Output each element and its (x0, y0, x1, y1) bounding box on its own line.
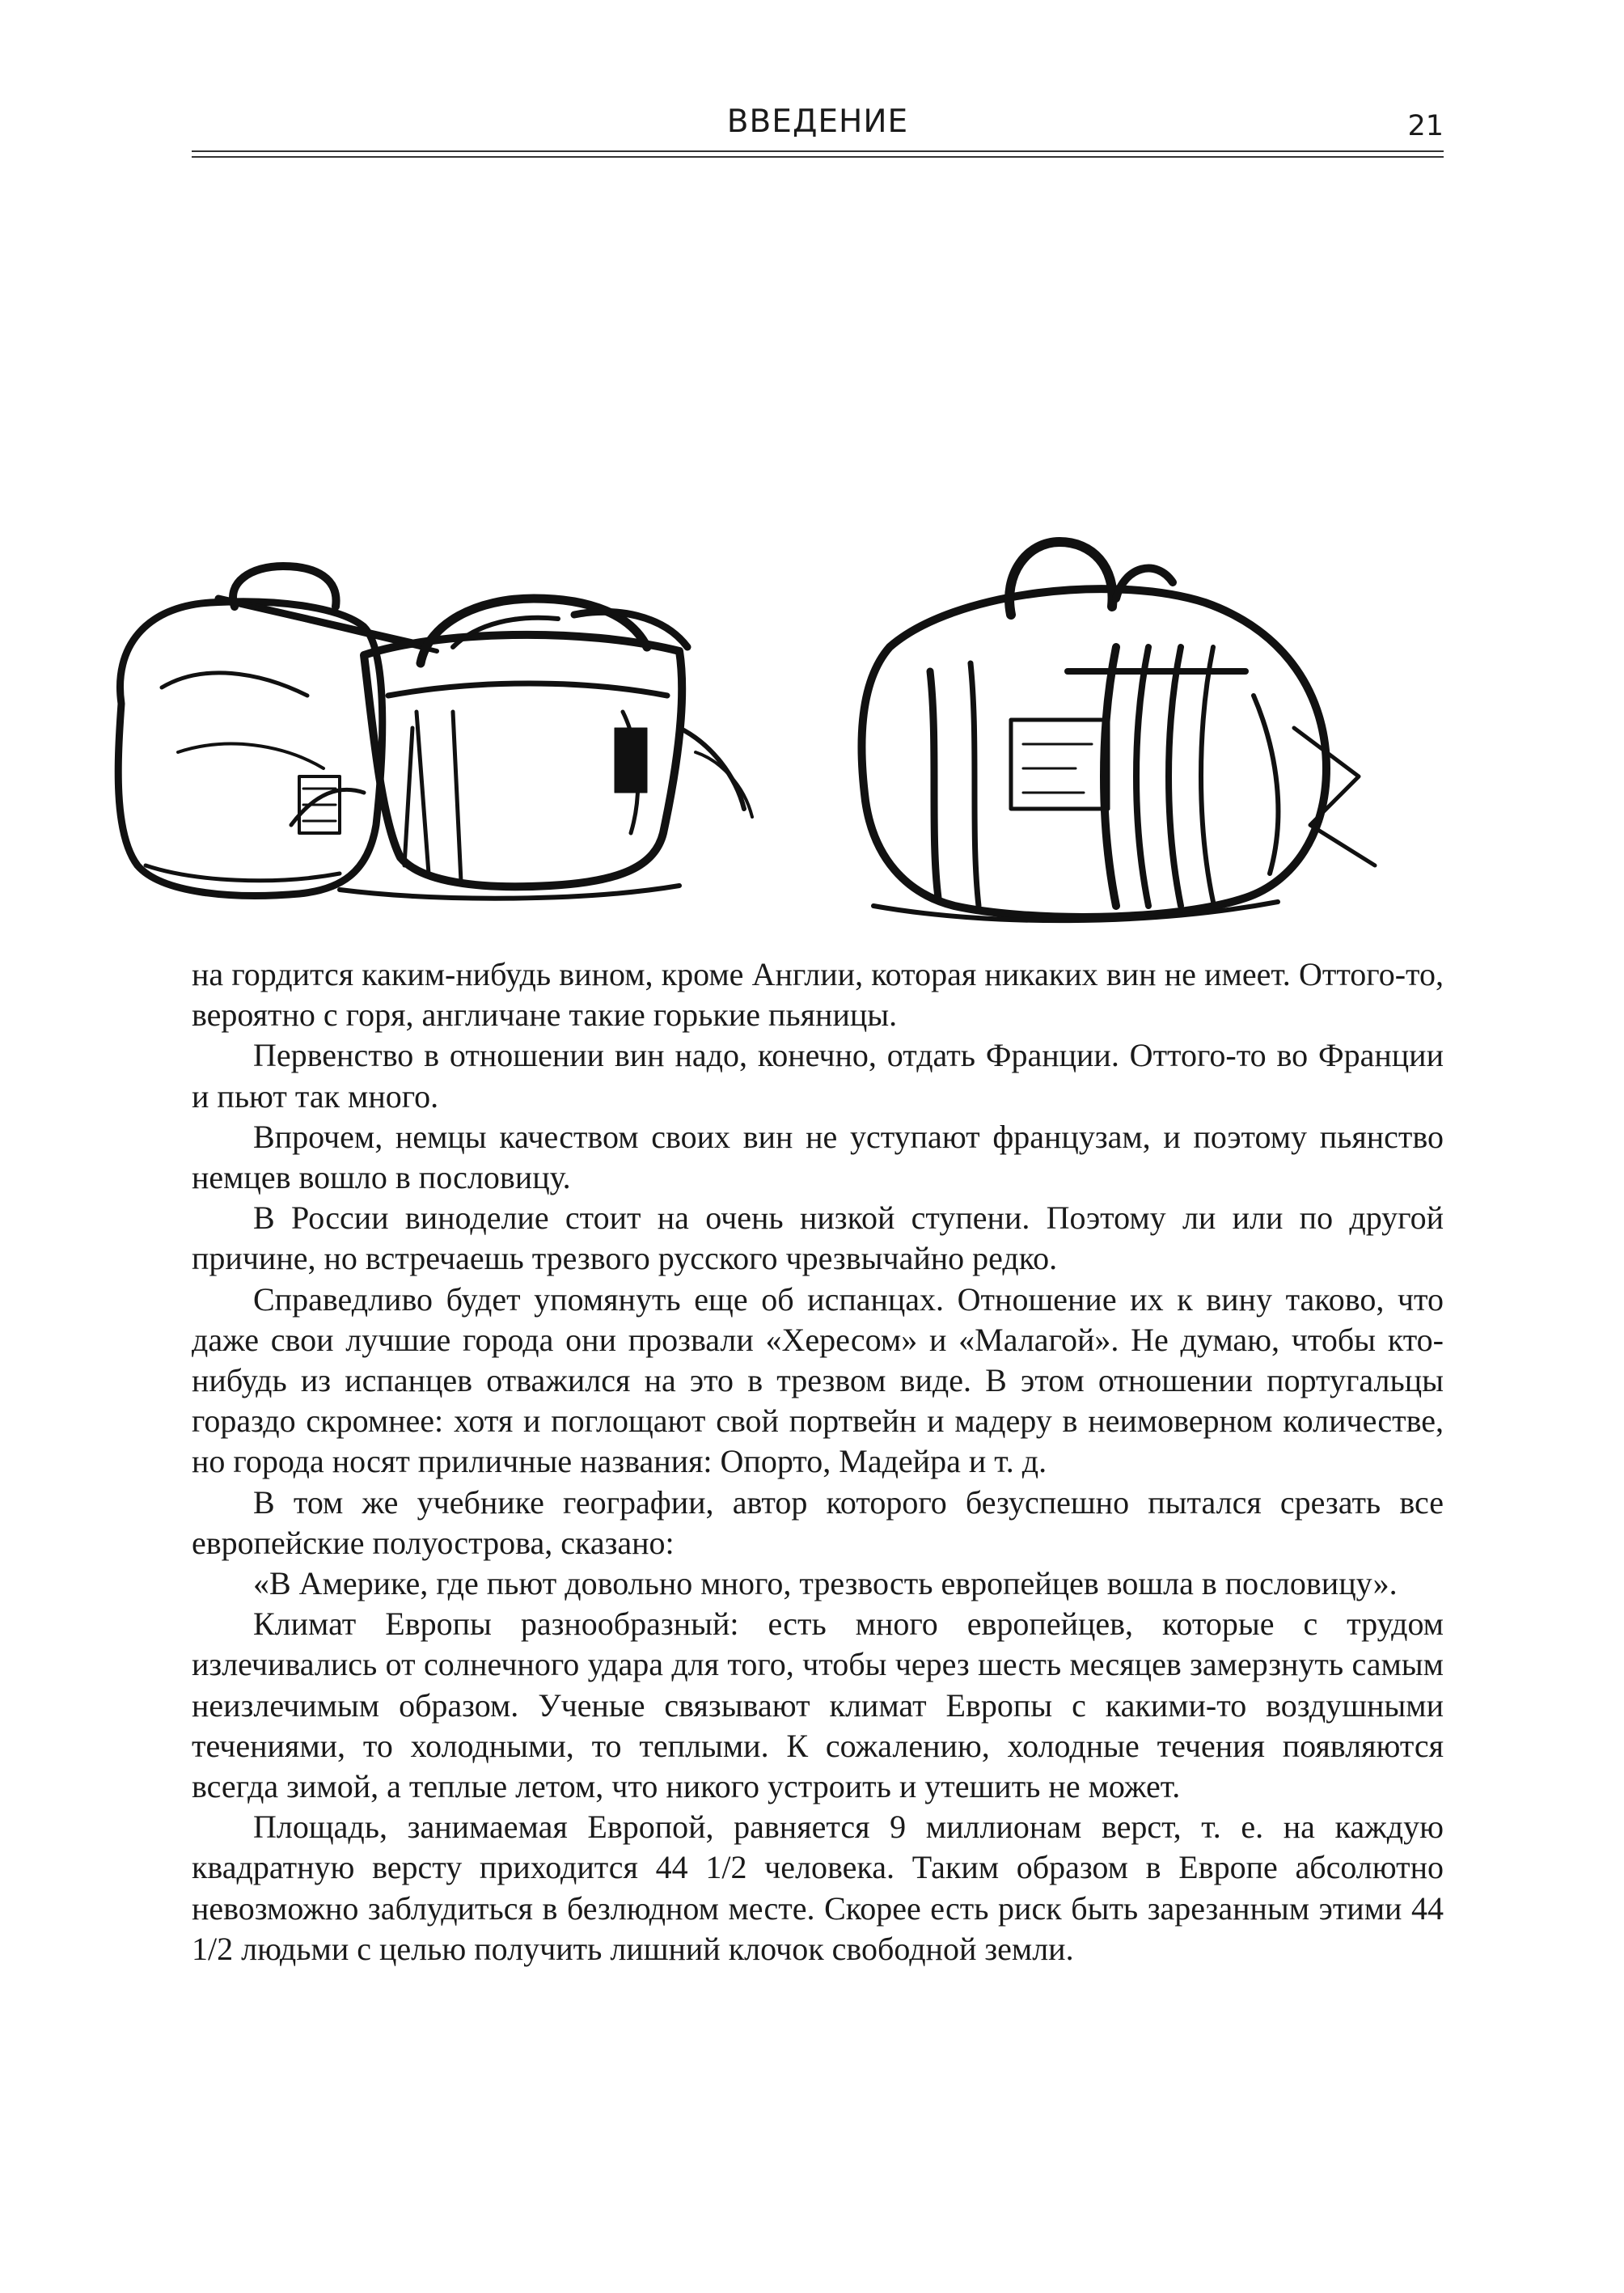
left-basket-bag (340, 599, 752, 899)
quote-paragraph: «В Америке, где пьют довольно много, трезвость европейцев вошла в пословицу». (253, 1565, 1398, 1602)
left-soft-bag (118, 566, 437, 895)
paragraph: Впрочем, немцы качеством своих вин не уступают французам, и поэтому пьянство немцев вошло в пословицу. (192, 1118, 1444, 1196)
paragraph: Справедливо будет упомянуть еще об испанцах. Отношение их к вину таково, что даже свои лучшие города они прозвали «Хересом» и «Малагой». Не думаю, чтобы кто-нибудь из испанцев отважился на это в трезвом виде. В этом отношении португальцы гораздо скромнее: хотя и поглощают свой портвейн и мадеру в неимоверном количестве, но города носят приличные названия: Опорто, Мадейра и т. д. (192, 1280, 1444, 1480)
header-rule-bottom (192, 156, 1444, 158)
right-backpack (861, 542, 1375, 920)
paragraph: Первенство в отношении вин надо, конечно, отдать Франции. Оттого-то во Франции и пьют так много. (192, 1037, 1444, 1115)
paragraph: Климат Европы разнообразный: есть много европейцев, которые с трудом излечивались от солнечного удара для того, чтобы через шесть месяцев замерзнуть самым неизлечимым образом. Ученые связывают климат Европы с какими-то воздушными течениями, то холодными, то теплыми. К сожалению, холодные течения появляются всегда зимой, а теплые летом, что никого устроить и утешить не может. (192, 1606, 1444, 1805)
body-text (192, 954, 1444, 1969)
page-number: 21 (1407, 110, 1444, 142)
paragraph: на гордится каким-нибудь вином, кроме Англии, которая никаких вин не имеет. Оттого-то, вероятно с горя, англичане такие горькие пьяницы. (192, 956, 1444, 1034)
header-rule-top (192, 150, 1444, 152)
running-title: ВВЕДЕНИЕ (726, 104, 909, 140)
bags-illustration (97, 485, 1488, 938)
paragraph: В России виноделие стоит на очень низкой ступени. Поэтому ли или по другой причине, но встречаешь трезвого русского чрезвычайно редко. (192, 1199, 1444, 1277)
paragraph: В том же учебнике географии, автор которого безуспешно пытался срезать все европейские полуострова, сказано: (192, 1483, 1444, 1561)
running-head (192, 104, 1444, 149)
paragraph: Площадь, занимаемая Европой, равняется 9 миллионам верст, т. е. на каждую квадратную версту приходится 44 1/2 человека. Таким образом в Европе абсолютно невозможно заблудиться в безлюдном месте. Скорее есть риск быть зарезанным этими 44 1/2 людьми с целью получить лишний клочок свободной земли. (192, 1809, 1444, 1967)
